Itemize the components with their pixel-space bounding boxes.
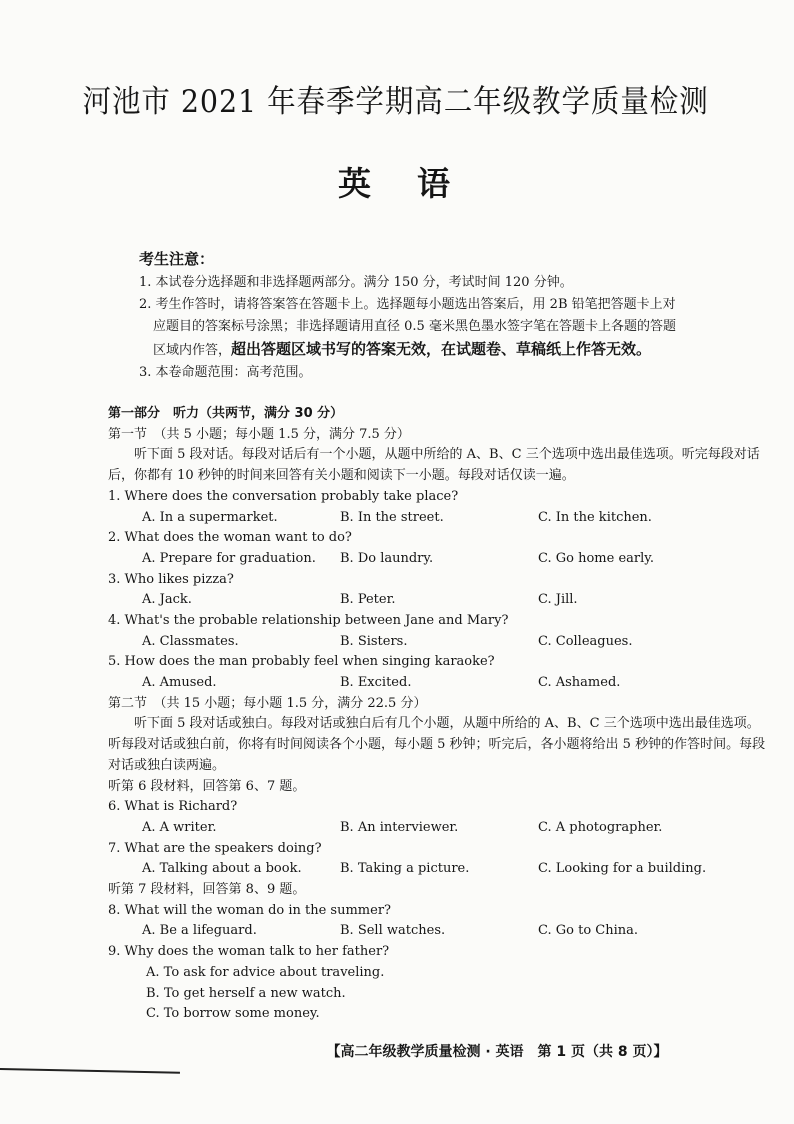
candidate-notice — [139, 248, 764, 384]
question-5-options — [108, 673, 768, 694]
section-one-instructions: 听下面 5 段对话。每段对话后有一个小题，从题中所给的 A、B、C 三个选项中选出最佳选项。听完每段对话后，你都有 10 秒钟的时间来回答有关小题和阅读下一小题。每段对话仅读一遍。 — [108, 447, 760, 484]
question-4-options — [108, 632, 768, 653]
question-3-option-b: B. Peter. — [340, 592, 396, 608]
question-8-option-c: C. Go to China. — [538, 923, 639, 939]
question-3-stem: 3. Who likes pizza? — [108, 571, 234, 587]
question-8-options — [108, 921, 768, 942]
question-9-option-a: A. To ask for advice about traveling. — [146, 964, 385, 980]
question-3-options — [108, 590, 768, 611]
material-6-instruction: 听第 6 段材料，回答第 6、7 题。 — [108, 778, 306, 794]
section-two-heading: 第二节 （共 15 小题；每小题 1.5 分，满分 22.5 分） — [108, 695, 427, 711]
question-8-option-a: A. Be a lifeguard. — [142, 923, 257, 939]
question-3-option-c: C. Jill. — [538, 592, 578, 608]
notice-item-3: 3. 本卷命题范围：高考范围。 — [139, 365, 312, 380]
question-2-option-a: A. Prepare for graduation. — [142, 550, 316, 566]
question-9-option-b: B. To get herself a new watch. — [146, 985, 346, 1001]
question-6-option-c: C. A photographer. — [538, 819, 663, 835]
question-4-option-a: A. Classmates. — [142, 633, 239, 649]
footer-divider — [0, 1068, 180, 1074]
page-footer: 【高二年级教学质量检测 · 英语 第 1 页（共 8 页）】 — [326, 1044, 668, 1060]
question-1-stem: 1. Where does the conversation probably take place? — [108, 488, 459, 504]
question-1-option-b: B. In the street. — [340, 509, 444, 525]
section-one-heading: 第一节 （共 5 小题；每小题 1.5 分，满分 7.5 分） — [108, 426, 410, 442]
question-8-option-b: B. Sell watches. — [340, 923, 446, 939]
question-1-option-a: A. In a supermarket. — [142, 509, 278, 525]
question-6-option-a: A. A writer. — [142, 819, 217, 835]
question-5-option-a: A. Amused. — [142, 675, 217, 691]
question-8-stem: 8. What will the woman do in the summer? — [108, 902, 392, 918]
subject-title: 英语 — [338, 164, 496, 203]
question-2-option-c: C. Go home early. — [538, 550, 655, 566]
question-2-option-b: B. Do laundry. — [340, 550, 434, 566]
part-one-heading: 第一部分 听力（共两节，满分 30 分） — [108, 406, 344, 421]
exam-title: 河池市 2021 年春季学期高二年级教学质量检测 — [82, 84, 709, 120]
question-7-option-b: B. Taking a picture. — [340, 861, 470, 877]
question-3-option-a: A. Jack. — [142, 592, 192, 608]
notice-item-2-line-1: 2. 考生作答时，请将答案答在答题卡上。选择题每小题选出答案后，用 2B 铅笔把答题卡上对 — [139, 297, 676, 312]
question-9-option-c: C. To borrow some money. — [146, 1006, 320, 1022]
notice-item-2-line-2: 应题目的答案标号涂黑；非选择题请用直径 0.5 毫米黑色墨水签字笔在答题卡上各题的答题 — [153, 319, 676, 334]
question-2-stem: 2. What does the woman want to do? — [108, 530, 352, 546]
question-7-stem: 7. What are the speakers doing? — [108, 840, 322, 856]
notice-heading: 考生注意： — [139, 250, 215, 268]
question-4-option-c: C. Colleagues. — [538, 633, 633, 649]
notice-item-2-normal-text: 区域内作答， — [153, 343, 232, 358]
question-6-option-b: B. An interviewer. — [340, 819, 459, 835]
question-9-stem: 9. Why does the woman talk to her father? — [108, 944, 390, 960]
question-5-option-b: B. Excited. — [340, 675, 412, 691]
question-7-option-c: C. Looking for a building. — [538, 861, 707, 877]
question-5-stem: 5. How does the man probably feel when singing karaoke? — [108, 654, 495, 670]
question-7-options — [108, 859, 768, 880]
material-7-instruction: 听第 7 段材料，回答第 8、9 题。 — [108, 882, 306, 898]
question-6-options — [108, 818, 768, 839]
listening-section — [108, 404, 768, 1025]
question-2-options — [108, 549, 768, 570]
notice-item-2-line-3 — [139, 338, 764, 362]
question-6-stem: 6. What is Richard? — [108, 799, 238, 815]
question-4-option-b: B. Sisters. — [340, 633, 408, 649]
question-4-stem: 4. What's the probable relationship between Jane and Mary? — [108, 612, 509, 628]
notice-item-1: 1. 本试卷分选择题和非选择题两部分。满分 150 分，考试时间 120 分钟。 — [139, 275, 573, 290]
notice-item-2-emphasis: 超出答题区域书写的答案无效，在试题卷、草稿纸上作答无效。 — [231, 340, 652, 358]
question-5-option-c: C. Ashamed. — [538, 675, 621, 691]
question-1-option-c: C. In the kitchen. — [538, 509, 652, 525]
section-two-instructions: 听下面 5 段对话或独白。每段对话或独白后有几个小题，从题中所给的 A、B、C 三个选项中选出最佳选项。听每段对话或独白前，你将有时间阅读各个小题，每小题 5 秒钟；听完后，各小题将给出 5 秒钟的作答时间。每段对话或独白读两遍。 — [108, 716, 766, 773]
question-1-options — [108, 508, 768, 529]
question-7-option-a: A. Talking about a book. — [142, 861, 302, 877]
